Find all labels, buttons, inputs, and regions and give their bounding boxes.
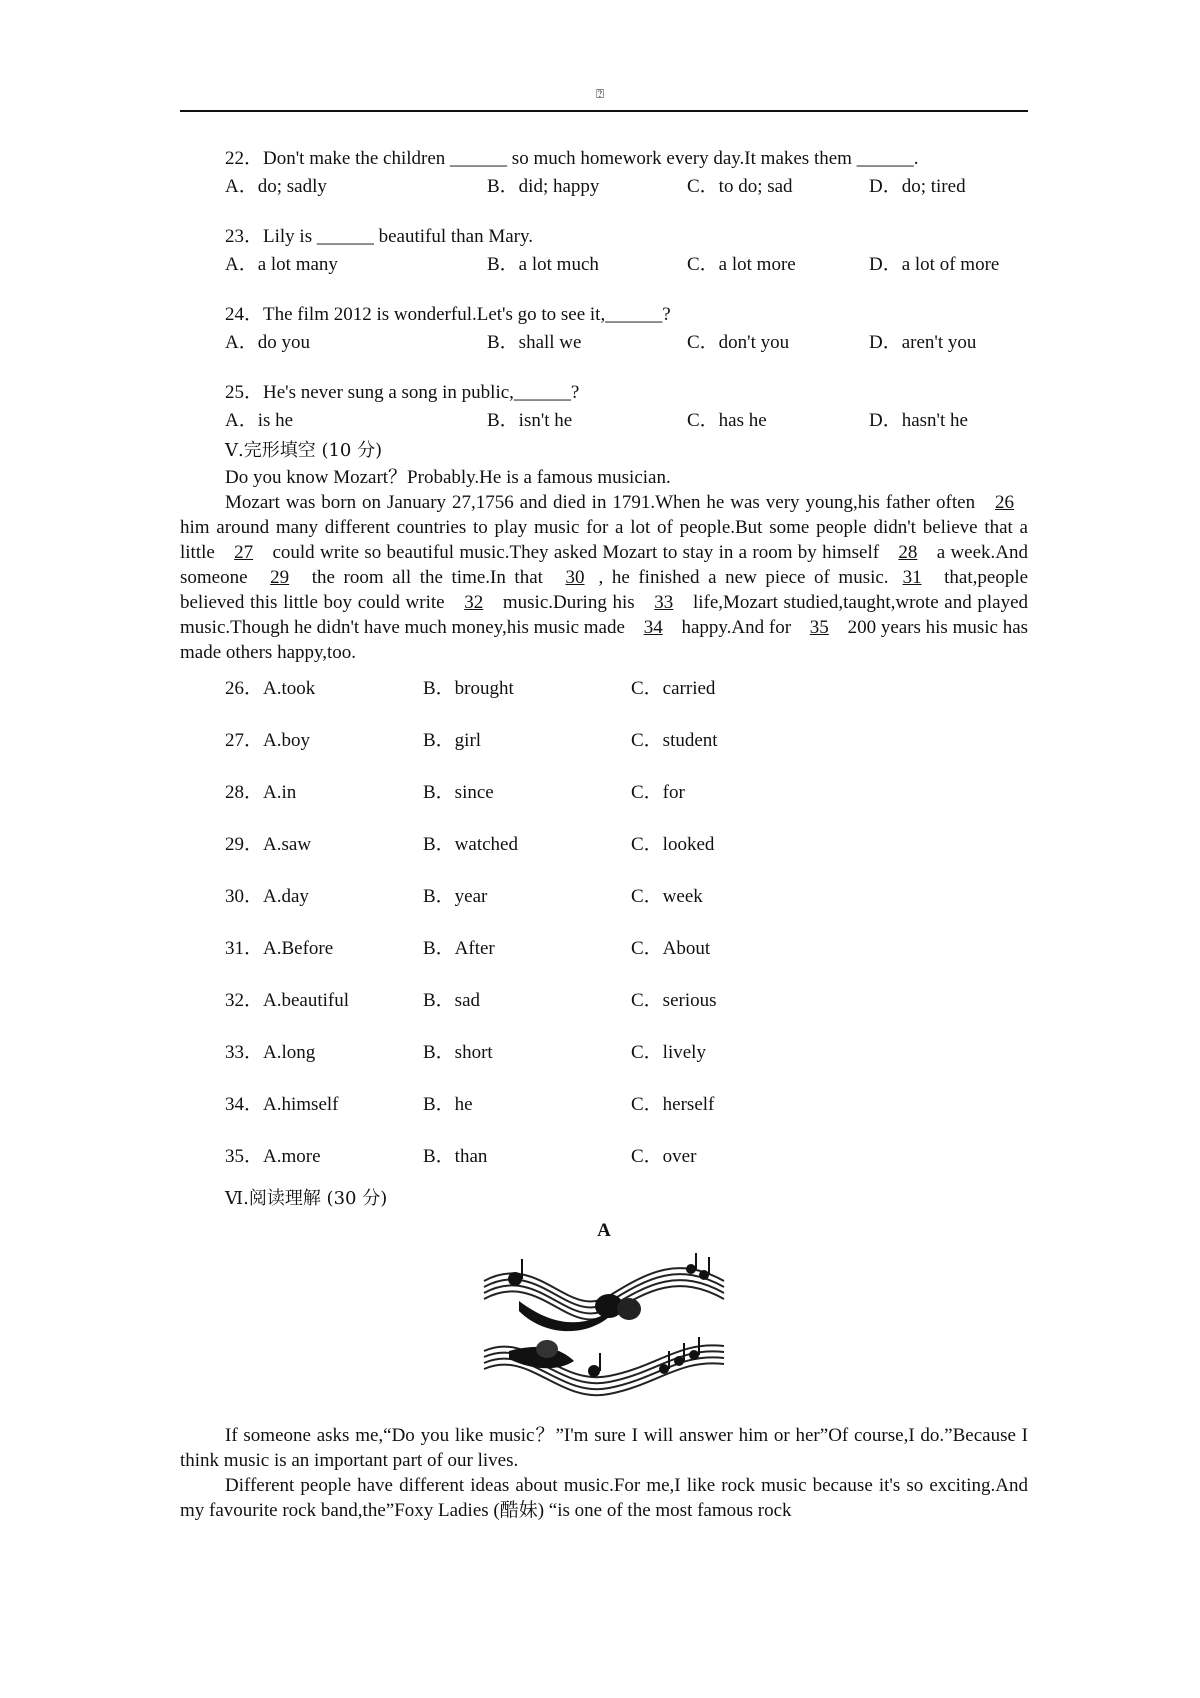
blank-26: 26 [995, 492, 1015, 513]
cloze-choice-33: 33．A.long B．short C．lively [225, 1042, 706, 1063]
option-a: A．do; sadly [225, 176, 327, 197]
question-25 [225, 379, 1028, 435]
blank-35: 35 [809, 617, 829, 638]
cloze-choice-27: 27．A.boy B．girl C．student [225, 730, 718, 751]
page-content [180, 145, 1028, 1523]
header-rule [180, 110, 1028, 112]
option-a: A．a lot many [225, 254, 338, 275]
section-title-cloze: Ⅴ.完形填空 (10 分) [225, 440, 383, 461]
options [225, 173, 1028, 201]
cloze-choice-28: 28．A.in B．since C．for [225, 782, 685, 803]
cloze-choice-30: 30．A.day B．year C．week [225, 886, 703, 907]
option-d: D．hasn't he [869, 410, 968, 431]
blank-27: 27 [234, 542, 254, 563]
option-c: C．has he [687, 410, 767, 431]
option-c: C．don't you [687, 332, 790, 353]
header-mark: ⍰ [596, 87, 604, 102]
question-number: 23． [225, 226, 264, 247]
blank-33: 33 [654, 592, 674, 613]
blank-29: 29 [270, 567, 290, 588]
blank-31: 31 [902, 567, 922, 588]
question-24 [225, 301, 1028, 357]
option-a: A．is he [225, 410, 294, 431]
option-b: B．isn't he [487, 410, 573, 431]
section-title-reading: Ⅵ.阅读理解 (30 分) [225, 1188, 388, 1209]
question-number: 24． [225, 304, 264, 325]
question-stem: Don't make the children ______ so much homework every day.It makes them ______. [263, 148, 919, 169]
option-d: D．a lot of more [869, 254, 1000, 275]
options [225, 329, 1028, 357]
cloze-intro: Do you know Mozart？Probably.He is a famous musician. [225, 467, 671, 488]
question-stem: The film 2012 is wonderful.Let's go to see it,______? [263, 304, 671, 325]
cloze-choice-26: 26．A.took B．brought C．carried [225, 678, 716, 699]
cloze-choice-32: 32．A.beautiful B．sad C．serious [225, 990, 717, 1011]
cloze-choice-34: 34．A.himself B．he C．herself [225, 1094, 715, 1115]
option-b: B．a lot much [487, 254, 599, 275]
passage-label: A [597, 1220, 611, 1241]
reading-paragraph-1: If someone asks me,“Do you like music？”I'm sure I will answer him or her”Of course,I do.”Because I think music is an important part of our lives. [180, 1425, 1028, 1471]
blank-34: 34 [643, 617, 663, 638]
options [225, 251, 1028, 279]
question-22 [225, 145, 1028, 201]
blank-30: 30 [565, 567, 585, 588]
question-stem: Lily is ______ beautiful than Mary. [263, 226, 534, 247]
question-stem: He's never sung a song in public,______? [263, 382, 580, 403]
option-c: C．a lot more [687, 254, 796, 275]
blank-28: 28 [898, 542, 918, 563]
option-b: B．shall we [487, 332, 582, 353]
cloze-choice-31: 31．A.Before B．After C．About [225, 938, 711, 959]
option-c: C．to do; sad [687, 176, 793, 197]
option-d: D．aren't you [869, 332, 977, 353]
cloze-choice-29: 29．A.saw B．watched C．looked [225, 834, 715, 855]
options [225, 407, 1028, 435]
cloze-passage: Mozart was born on January 27,1756 and died in 1791.When he was very young,his father often 26 him around many different countries to play music for a lot of people.But some people didn't believe that a little 27 could write so beautiful music.They asked Mozart to stay in a room by himself 28 a week.And someone 29 the room all the time.In that 30 , he finished a new piece of music. 31 that,people believed this little boy could write 32 music.During his 33 life,Mozart studied,taught,wrote and played music.Though he didn't have much money,his music made 34 happy.And for 35 200 years his music has made others happy,too. [180, 492, 1029, 663]
cloze-choice-35: 35．A.more B．than C．over [225, 1146, 697, 1167]
question-number: 25． [225, 382, 264, 403]
question-number: 22． [225, 148, 264, 169]
reading-paragraph-2: Different people have different ideas about music.For me,I like rock music because it's so exciting.And my favourite rock band,the”Foxy Ladies (酷妹) “is one of the most famous rock [180, 1475, 1028, 1521]
question-23 [225, 223, 1028, 279]
blank-32: 32 [464, 592, 484, 613]
option-b: B．did; happy [487, 176, 600, 197]
music-notes-image [479, 1251, 729, 1411]
option-d: D．do; tired [869, 176, 966, 197]
option-a: A．do you [225, 332, 310, 353]
